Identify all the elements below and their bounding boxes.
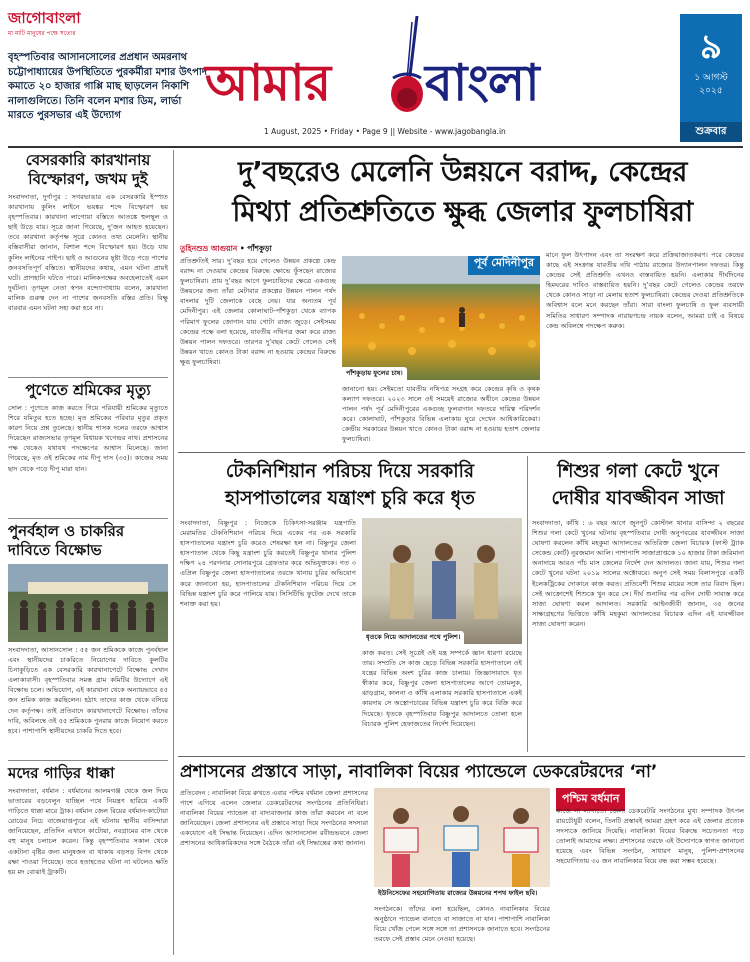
left-story-worker-death-body: সোল : পুণেতে কাজ করতে গিয়ে পরিযায়ী শ্রমিকের মৃত্যুতে শিরে যমিতুর হতে হচ্ছে। মৃত শ্রমিকের পরিবার মৃতুর প্রকৃত কারণ নিয়ে প্রশ্ন তুলেছে। স্থানীয় শাসক দলের তরফে আশ্বাস দিয়েছেন রাজ্যসভার তৃণমূল বিধায়ক খগেন্দ্রর নাথ। প্রশাসনের পক্ষ থেকেও যথাযথ পদক্ষেপের আশ্বাস মিলেছে। জানা গিয়েছে, মৃত ওই শ্রমিকের নাম দীপু দাস (৩৫)। কাজের সময় ছাদ থেকে পড়ে দীপু মারা যান।	[8, 404, 168, 473]
masthead-divider	[8, 146, 743, 148]
technician-body-col2: কাজ করত। সেই সূত্রেই ওই যন্ত্র সম্পর্কে জ্ঞান ধারণা রয়েছে তার। সম্প্রতি সে কাজ ছেড়ে বিভিন্ন সরকারি হাসপাতালে ওই যন্ত্রের বিভিন্ন অংশ চুরির কাজ চালায়। জিজ্ঞাসাবাদে ধৃত স্বীকার করে, বিষ্ণুপুর জেলা হাসপাতালের আগে তোমলুক, ঝাড়গ্রাম, কালনা ও কাঁথি এলাকার সরকারি হাসপাতালে একই কায়দায় সে অস্ত্রোপচারের বিভিন্ন যন্ত্রাংশ চুরি করে বিক্রি করে দিয়েছে। ধৃতকে বৃহস্পতিবার বিষ্ণুপুর আদালতে তোলা হলে বিচারক পুলিশ হেফাজতের নির্দেশ দিয়েছেন।	[362, 649, 522, 728]
left-story-truck-body: সংবাদদাতা, বর্ধমান : বর্ধমানের আলমগঞ্জ থেকে জল দিয়ে ভাতারের বড়বেলুন যাচ্ছিল পথে নিয়ন্ত্রণ হারিয়ে একটি গাড়িতে ধাক্কা মারে ট্রাক। বর্ধমান জেল রিয়ের বর্ধমান-কাটোয়া রোডের নিচে বাজেয়াপ্তপ্যুরে এই ঘটনায় স্থানীয় বাসিন্দারা জানিয়েছেন, প্রতিদিন এখানে কাটোয়া, নবগ্রামের বাস থেকে বহু মানুষ চলাচল করেন। কিন্তু বৃহস্পতিবার সকাল থেকে একটানা বৃষ্টির জন্য মানুষজন বা থাকায় বড়সড় বিপদ থেকে রক্ষা পাওয়া গিয়েছে। তবে হতাহতের ঘটনা না ঘটলেও ক্ষতি হয় মদ বোঝাই ট্রাকটি।	[8, 787, 168, 876]
jago-bangla-tagline: মা মাটি মানুষের পক্ষে সত্যের	[8, 30, 76, 37]
left-column	[8, 151, 168, 908]
sentence-headline	[532, 458, 744, 512]
divider	[8, 377, 168, 378]
wedding-headline: প্রশাসনের প্রস্তাবে সাড়া, নাবালিকা বিয়ের প্যান্ডেলে ডেকরেটরদের ‘না’	[180, 762, 658, 782]
technician-headline	[180, 458, 520, 512]
masthead-left	[8, 8, 208, 124]
page-number: ৯	[699, 27, 723, 67]
lead-photo	[342, 256, 540, 380]
sentence-headline-line2: দোষীর যাবজ্জীবন সাজা	[551, 488, 725, 509]
page-date-line1: ১ আগস্ট	[694, 73, 728, 83]
technician-headline-line2: হাসপাতালের যন্ত্রাংশ চুরি করে ধৃত	[225, 488, 475, 509]
wedding-top-divider	[178, 756, 745, 757]
sentence-body: সংবাদদাতা, কাঁথি : ৬ বছর আগে জুনপুট কোস্টাল থানার বাসিন্দা ২ বছরের শিশুর গলা কেটে খুনের ঘটনায় বৃহস্পতিবার দোষী অনুপবরের যাবজ্জীবন সাজা ঘোষণা করলেন কাঁথি মহকুমা আদালতের অতিরিক্ত জেলা বিচারক (ফাস্ট ট্র্যাক সেকেন্ড কোর্ট) নুরজমান আলি। পাশাপাশি সাজাপ্রাপ্তকে ১০ হাজার টাকা জরিমানা অনাদায়ে আরও পাঁচ মাস জেলের নির্দেশ দেন আদালত। জানা যায়, শিশুর গলা কেটে খুনের ঘটনা ২০১৯ সালের অক্টোবরে। অনুপ সেই সময় বিলাসপুরে একটি ইলেকট্রিকের দোকানে কাজ করত। প্রতিবেশী শিশুর মায়ের সঙ্গে তার বিবাদ ছিল। সেই আক্রোশেই শিশুকে খুন করে সে। দীর্ঘ শুনানির পর এদিন দোষী সাব্যস্ত করে সাজা ঘোষণা করল আদালত। সরকারি আইনজীবী জানান, ৩৫ জনের সাক্ষ্যগ্রহণের ভিত্তিতে কাঁথি মহকুমা আদালতের বিচারক এদিন এই যাবজ্জীবন সাজা ঘোষণা করেন।	[532, 519, 744, 628]
left-story-protest-headline: পুনর্বহাল ও চাকরির দাবিতে বিক্ষোভ	[8, 522, 125, 559]
title-amar: আমার	[205, 54, 331, 112]
left-story-truck	[8, 764, 168, 908]
children-with-placards-icon	[374, 788, 550, 900]
divider	[8, 760, 168, 761]
masthead-brief: বৃহস্পতিবার আসানসোলের প্রপ্রধান অমরনাথ চট্টোপাধ্যায়ের উপস্থিতিতে পুরকর্মীরা মশার উৎপাদ কমাতে ২০ হাজার গাপ্পি মাছ ছাড়লেন নিকাশি নালাগুলিতে। তিনি বলেন মশার ডিম, লার্ভা মারতে পুরসভার এই উদ্যোগ	[8, 52, 208, 121]
page-date-line2: ২০২৫	[699, 86, 723, 96]
lead-headline-line1: দু’বছরেও মেলেনি উন্নয়নে বরাদ্দ, কেন্দ্রের	[238, 155, 687, 188]
wedding-body-col3: কাজে না লাগাতে। জেলা ডেকরেটরি সংগঠনের মুখ্য সম্পাদক উৎপল রায়চৌধুরী বলেন, তিনটি প্রস্তাবই আমরা গ্রহণ করে এই জেলার প্রত্যেক সদস্যকে জানিয়ে দিয়েছি। নাবালিকা বিয়ের বিরুদ্ধে সচেতনতা গড়ে তোলাই আমাদের লক্ষ্য। প্রশাসনের তরফে এই উদ্যোগকে স্বাগত জানানো হয়েছে এবং বিভিন্ন সংগঠন, সাধারণ মানুষ, পুলিশ-প্রশাসনের সহযোগিতায় ৩০ জন নাবালিকার বিয়ে বন্ধ করা সম্ভব হয়েছে।	[556, 807, 744, 866]
lead-photo-caption: পাঁশকুড়ায় ফুলের চাষ।	[342, 367, 407, 380]
lead-body-col1: প্রতিশ্রুতিই সার। দু’বছর হয়ে গেলেও উন্নয়ন প্রকল্পে কেন্দ্র বরাদ্দ না দেওয়ায় কেন্দ্রের বিরুদ্ধে ক্ষোভে ফুঁসছেন রাজ্যের ফুলচাষিরা। প্রায় দু’বছর আগে ফুলচাষিদের ক্ষেত্রে একগুচ্ছ উন্নয়নের জন্য তাঁরা মেটাবার প্রকল্পের উন্নয়ন পালন পর্ষদ বাংলার দুটি জেলাকে বেছে নেয়। যার অন্যতম পূর্ব মেদিনীপুর। এই জেলার কোলাঘাট-পাঁশকুড়া থেকে ব্যাপক পরিমাণ ফুলের জোগান যায় গোটা রাজ্য জুড়ে। সেইসময় কেন্দ্রের পক্ষে বলা হয়েছে, যাবতীয় নথিপত্র জমা করে রাজ্য উন্নয়ন পালন দফতরে। তারপর দু’বছর কেটে গেলেও সেই উন্নয়ন খাতে কোনও টাকা বরাদ্দ না হওয়ায় কেন্দ্রের বিরুদ্ধে ক্ষুব্ধ ফুলচাষিরা।	[180, 257, 336, 366]
divider	[8, 518, 168, 519]
left-story-explosion	[8, 151, 168, 374]
lead-story-headline	[180, 152, 745, 232]
sentence-headline-line1: শিশুর গলা কেটে খুনে	[557, 461, 719, 482]
lead-body-col2: জানানো হয়। সেইমতো যাবতীয় নথিপত্র সংগ্রহ করে কেন্দ্রের কৃষি ও কৃষক কল্যাণ দফতরে। ২০২৩ সালে ওই সময়েই রাজ্যের অধীনে কেন্দ্রের উন্নয়ন পালন পর্ষদ পূর্ব মেদিনীপুরের একগুচ্ছ ফুলবাগান দফতরে দায়িত্ব পরিদর্শন করে। কোলাঘাট, পাঁশকুড়ার বিভিন্ন এলাকায় ঘুরে দেখেন আধিকারিকেরা। কেন্দ্রীয় সরকারের উন্নয়ন খাতে কোনও টাকা বরাদ্দ না হওয়ায় হতাশ জেলার ফুলচাষিরা।	[342, 385, 540, 444]
newspaper-title	[205, 14, 655, 119]
jago-bangla-logo: জাগোবাংলা	[8, 9, 81, 27]
protest-crowd-icon	[8, 564, 168, 642]
wedding-photo	[374, 788, 550, 900]
title-bangla: বাংলা	[425, 54, 539, 112]
technician-headline-line1: টেকনিশিয়ান পরিচয় দিয়ে সরকারি	[225, 461, 475, 482]
wedding-body-col1: প্রতিবেদন : নাবালিকা বিয়ে রুখতে এবার পশ্চিম বর্ধমান জেলা প্রশাসনের পাশে এগিয়ে এলেন জেলার ডেকরেটরদের সংগঠনের প্রতিনিধিরা। নাবালিকা বিয়ের প্যান্ডেল বা বাদ্যবাজনার কাজ তাঁরা করবেন না বলে জানিয়েছেন। জেলা প্রশাসনের এই প্রস্তাবে সাড়া দিয়ে সংগঠনের সদস্যরা একযোগে এই সিদ্ধান্ত নিয়েছেন। এদিন আসানসোল রবীন্দ্রভবনে জেলা প্রশাসনের আধিকারিকদের সঙ্গে বৈঠকে তাঁরা এই সিদ্ধান্তের কথা জানান।	[180, 789, 368, 848]
page-number-box	[680, 14, 742, 142]
lead-body-col3: মানে ফুল উৎপাদন এবং তা সংরক্ষণ করে প্রক্রিয়াজাতকরণ। পরে কেন্দ্রের কাছে এই সংক্রান্ত যাবতীয় নথি পাঠায় রাজ্যের উদ্যানপালন দফতর। কিন্তু কেন্দ্রের সেই প্রতিশ্রুতি এখনও বাস্তবায়িত হয়নি। এলাকার দীর্ঘদিনের হিমঘরের দাবিও বাস্তবায়িত হয়নি। দু’বছর কেটে গেলেও কেন্দ্রের তরফে থেকে কোনও সাড়া না মেলায় হতাশ ফুলচাষিরা। কেন্দ্রের দেওয়া প্রতিশ্রুতিকে অবিশ্বাস বলে মনে করছেন তাঁরা। সারা বাংলা ফুলচাষি ও ফুল ব্যবসায়ী সমিতির সাধারণ সম্পাদক নারায়ণচন্দ্র নায়ক বলেন, আমরা চাই এ বিষয়ে কেন্দ্র অবিলম্বে পদক্ষেপ করুক।	[546, 251, 744, 330]
left-story-worker-death-headline: পুণেতে শ্রমিকের মৃত্যু	[25, 381, 151, 399]
left-column-divider	[173, 150, 174, 955]
lead-bottom-divider	[178, 452, 745, 453]
technician-body-col1: সংবাদদাতা, বিষ্ণুপুর : নিজেকে চিকিৎসা-সরঞ্জাম যন্ত্রপাতি মেরামতির টেকনিশিয়ান পরিচয় দিয়ে একের পর এক সরকারি হাসপাতালের যন্ত্রাংশ চুরি করেও শেষরক্ষা হল না। বিষ্ণুপুর জেলা হাসপাতাল থেকে কিছু যন্ত্রাংশ চুরি করতেই বিষ্ণুপুর থানার পুলিশ দক্ষিণ ২৪ পরগনার সোনারপুরে গ্রেফতার করে অভিযুক্তকে। গত ৩ এপ্রিল বিষ্ণুপুর জেলা হাসপাতালের তরফে থানায় চুরির অভিযোগ করে জানানো হয়, হাসপাতালের টেকনিশিয়ান পরিচয় দিয়ে সে বিভিন্ন যন্ত্রাংশ চুরি করে পালিয়ে যায়। সিসিটিভি ফুটেজ দেখে তাকে শনাক্ত করা হয়।	[180, 519, 356, 608]
wedding-body-col2: সংগঠনকে। তাঁদের বলা হয়েছিল, কোনও নাবালিকার বিয়ের অনুষ্ঠানে প্যান্ডেল বানাতে বা সাজাতে না যান। পাশাপাশি নাবালিকা বিয়ে খোঁজ পেলে সঙ্গে সঙ্গে তা প্রশাসনকে জানাতে হবে। সংগঠনের তরফে সেই প্রস্তাব মেনে নেওয়া হয়েছে।	[374, 905, 550, 944]
masthead-meta: 1 August, 2025 • Friday • Page 9 || Website - www.jagobangla.in	[264, 127, 506, 136]
technician-photo-caption: ধৃতকে নিয়ে আদালতের পথে পুলিশ।	[362, 631, 464, 644]
left-story-explosion-body: সংবাদদাতা, দুর্গাপুর : সগরভাঙার এক বেসরকারি ইস্পাত কারখানায় কুলিং লাইনে ভয়ঙ্কর শব্দে বিস্ফোরণ হয় বৃহস্পতিবার। কারখানা লাগোয়া বস্তিতে আতঙ্কে হুলস্থূল ও ছাই উড়ে যায়। সূত্রে জানা গিয়েছে, দু’জন আহত হয়েছেন। তবে কারখানা কর্তৃপক্ষ সূত্রে কোনও তথ্য মেলেনি। স্থানীয় বস্তিবাসীরা জানান, বিশাল শব্দে বিস্ফোরণ হয়। উড়ে যায় কুলিং লাইনের পাইপ। ছাই ও আগুনের ছ্ষ্টা উড়ে পড়ে পাশের জনবসতিপূর্ণ বস্তিতে। স্থানীয়দের কথায়, এমন ঘটনা প্রায়ই ঘটে। প্রাণহানি ঘটতে পারে। মালিকপক্ষের অবহেলাতেই এমন দুর্ঘটনা। তৃণমূল নেতা স্বপন বন্দ্যোপাধ্যায় বলেন, কারখানা মালিক গুরুত্ব দেন না পাশের জনবসতি বস্তির প্রতি। বিক্ষু বারবার এমন ঘটনা সহ্য করা হবে না।	[8, 193, 168, 313]
left-story-protest-photo	[8, 564, 168, 642]
left-story-worker-death	[8, 381, 168, 515]
lead-headline-line2: মিথ্যা প্রতিশ্রুতিতে ক্ষুব্ধ জেলার ফুলচাষিরা	[232, 195, 693, 228]
wedding-district-label: পশ্চিম বর্ধমান	[556, 788, 625, 811]
lead-reporter: তুহিনশুভ্র আগুয়ান	[180, 244, 238, 253]
technician-divider	[527, 456, 528, 752]
left-story-explosion-headline: বেসরকারি কারখানায় বিস্ফোরণ, জখম দুই	[25, 151, 151, 188]
police-escort-icon	[362, 518, 522, 644]
page-day: শুক্রবার	[680, 122, 742, 142]
left-story-protest-body: সংবাদদাতা, আসানসোল : ৫৫ জন শ্রমিককে কাজে পুনর্বহাল এবং স্থানীয়দের চাকরিতে নিয়োগের দাবিতে কুলটির চিনাকুড়িতে এক বেসরকারি কারখানাগেটে বিক্ষোভ দেখান এলাকাবাসী। বৃহস্পতিবার সমস্ত গ্রাম কমিটির উদ্যোগে এই বিক্ষোভ চলে। অভিযোগ, এই কারখানা থেকে অন্যায়ভাবে ৫৫ জন শ্রমিক কাজ করছিলেন। হঠাৎ তাদের কাজ থেকে বসিয়ে দেন কর্তৃপক্ষ। তাই প্রতিবাদে কারখানাগেটে বিক্ষোভ। তাঁদের দাবি, অবিলম্বে ওই ৫৫ শ্রমিককে পুনরায় কাজে নিয়োগ করতে হবে। পাশাপাশি স্থানীয়দের চাকরি দিতে হবে।	[8, 646, 168, 735]
lead-location: • পাঁশকুড়া	[239, 244, 272, 253]
left-story-protest	[8, 522, 168, 757]
lead-byline	[180, 244, 272, 256]
lead-district-label: পূর্ব মেদিনীপুর	[468, 256, 540, 275]
wedding-photo-caption: ইউনিসেফের সহযোগিতায় রাজ্যের উন্নয়নের শপথ ফাইল ছবি।	[374, 887, 550, 900]
left-story-truck-headline: মদের গাড়ির ধাক্কা	[8, 764, 115, 782]
technician-photo	[362, 518, 522, 644]
masthead	[0, 0, 750, 143]
